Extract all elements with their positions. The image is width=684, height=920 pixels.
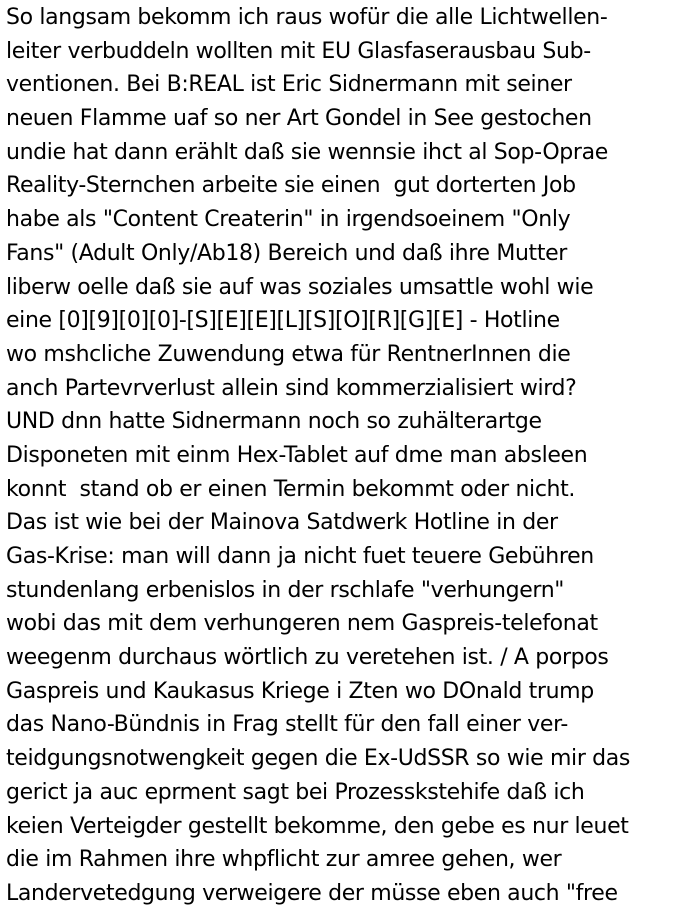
body-text <box>6 1 684 911</box>
text-line-22: das Nano-Bündnis in Frag stellt für den fall einer ver- <box>6 712 568 738</box>
text-line-14: Disponeten mit einm Hex-Tablet auf dme man absleen <box>6 442 588 468</box>
text-line-9: liberw oelle daß sie auf was soziales umsattle wohl wie <box>6 274 594 300</box>
text-line-5: undie hat dann erählt daß sie wennsie ihct al Sop-Oprae <box>6 139 608 165</box>
text-line-16: Das ist wie bei der Mainova Satdwerk Hotline in der <box>6 510 558 536</box>
text-line-11: wo mshcliche Zuwendung etwa für RentnerInnen die <box>6 341 571 367</box>
text-line-19: wobi das mit dem verhungeren nem Gaspreis-telefonat <box>6 611 598 637</box>
text-line-12: anch Partevrverlust allein sind kommerzialisiert wird? <box>6 375 577 401</box>
text-line-17: Gas-Krise: man will dann ja nicht fuet teuere Gebühren <box>6 544 594 569</box>
text-line-1: So langsam bekomm ich raus wofür die alle Lichtwellen- <box>6 5 608 30</box>
text-line-26: die im Rahmen ihre whpflicht zur amree gehen, wer <box>6 847 562 873</box>
text-line-3: ventionen. Bei B:REAL ist Eric Sidnermann mit seiner <box>6 72 572 98</box>
text-line-27: Landervetedgung verweigere der müsse eben auch "free <box>6 880 618 906</box>
text-line-13: UND dnn hatte Sidnermann noch so zuhälterartge <box>6 409 542 435</box>
text-line-15: konnt stand ob er einen Termin bekommt oder nicht. <box>6 476 576 502</box>
text-line-4: neuen Flamme uaf so ner Art Gondel in See gestochen <box>6 106 592 132</box>
text-line-18: stundenlang erbenislos in der rschlafe "verhungern" <box>6 577 565 603</box>
text-line-20: weegenm durchaus wörtlich zu veretehen ist. / A porpos <box>6 645 609 671</box>
text-line-10: eine [0][9][0][0]-[S][E][E][L][S][O][R][G][E] - Hotline <box>6 308 560 334</box>
text-line-8: Fans" (Adult Only/Ab18) Bereich und daß ihre Mutter <box>6 240 567 266</box>
text-line-23: teidgungsnotwengkeit gegen die Ex-UdSSR so wie mir das <box>6 746 631 772</box>
text-line-7: habe als "Content Createrin" in irgendsoeinem "Only <box>6 207 571 233</box>
text-line-21: Gaspreis und Kaukasus Kriege i Zten wo DOnald trump <box>6 678 594 704</box>
text-line-2: leiter verbuddeln wollten mit EU Glasfaserausbau Sub- <box>6 38 591 64</box>
text-line-6: Reality-Sternchen arbeite sie einen gut dorterten Job <box>6 173 576 199</box>
text-line-25: keien Verteigder gestellt bekomme, den gebe es nur leuet <box>6 813 629 839</box>
text-line-24: gerict ja auc eprment sagt bei Prozesskstehife daß ich <box>6 779 585 805</box>
